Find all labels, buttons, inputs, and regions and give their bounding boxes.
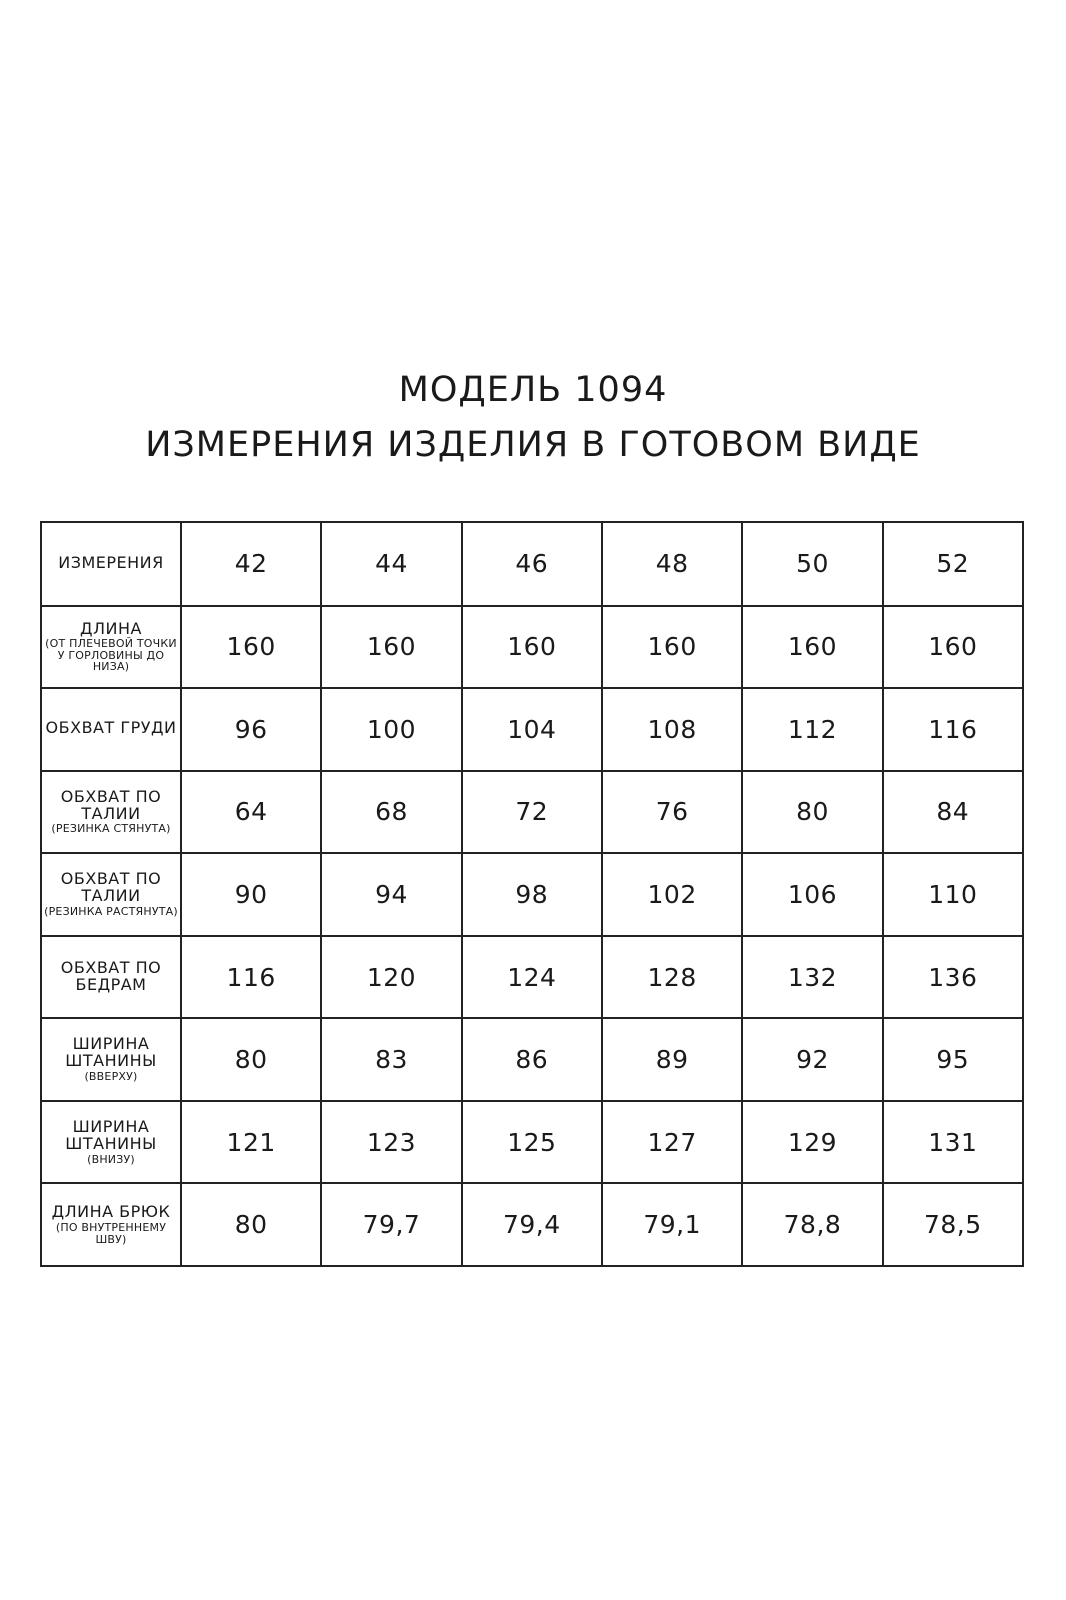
row-label: ОБХВАТ ПО БЕДРАМ	[60, 957, 162, 994]
value-cell: 112	[742, 688, 882, 771]
row-label-cell	[41, 853, 181, 936]
value-cell: 160	[883, 606, 1023, 689]
value-cell: 127	[602, 1101, 742, 1184]
value-cell: 106	[742, 853, 882, 936]
value-cell: 86	[462, 1018, 602, 1101]
value-cell: 102	[602, 853, 742, 936]
value-cell: 128	[602, 936, 742, 1019]
size-table	[40, 521, 1024, 1267]
row-note: (ПО ВНУТРЕННЕМУ ШВУ)	[55, 1221, 167, 1246]
value-cell: 80	[181, 1183, 321, 1266]
size-header-cell: 48	[602, 522, 742, 606]
table-row	[41, 1101, 1023, 1184]
value-cell: 125	[462, 1101, 602, 1184]
value-cell: 80	[181, 1018, 321, 1101]
row-label: ДЛИНА	[80, 618, 142, 638]
value-cell: 83	[321, 1018, 461, 1101]
value-cell: 160	[321, 606, 461, 689]
value-cell: 79,1	[602, 1183, 742, 1266]
row-note: (ВВЕРХУ)	[84, 1070, 138, 1084]
row-label-cell	[41, 1018, 181, 1101]
header-label-cell	[41, 522, 181, 606]
value-cell: 129	[742, 1101, 882, 1184]
value-cell: 108	[602, 688, 742, 771]
size-header-cell: 52	[883, 522, 1023, 606]
value-cell: 160	[462, 606, 602, 689]
row-label: ШИРИНА ШТАНИНЫ	[65, 1117, 157, 1153]
table-row	[41, 688, 1023, 771]
value-cell: 160	[602, 606, 742, 689]
row-label-cell	[41, 606, 181, 689]
value-cell: 78,5	[883, 1183, 1023, 1266]
row-label: ОБХВАТ ПО ТАЛИИ	[60, 786, 162, 823]
table-row	[41, 853, 1023, 936]
header-label: ИЗМЕРЕНИЯ	[58, 553, 164, 573]
value-cell: 78,8	[742, 1183, 882, 1266]
value-cell: 92	[742, 1018, 882, 1101]
size-header-cell: 44	[321, 522, 461, 606]
size-header-cell: 46	[462, 522, 602, 606]
value-cell: 68	[321, 771, 461, 854]
value-cell: 120	[321, 936, 461, 1019]
value-cell: 72	[462, 771, 602, 854]
value-cell: 84	[883, 771, 1023, 854]
value-cell: 110	[883, 853, 1023, 936]
row-note: (ОТ ПЛЕЧЕВОЙ ТОЧКИ У ГОРЛОВИНЫ ДО НИЗА)	[45, 637, 177, 674]
value-cell: 124	[462, 936, 602, 1019]
value-cell: 136	[883, 936, 1023, 1019]
value-cell: 80	[742, 771, 882, 854]
value-cell: 123	[321, 1101, 461, 1184]
value-cell: 160	[181, 606, 321, 689]
value-cell: 116	[883, 688, 1023, 771]
value-cell: 100	[321, 688, 461, 771]
value-cell: 160	[742, 606, 882, 689]
value-cell: 79,7	[321, 1183, 461, 1266]
row-label-cell	[41, 688, 181, 771]
row-label: ДЛИНА БРЮК	[51, 1202, 171, 1222]
value-cell: 90	[181, 853, 321, 936]
value-cell: 116	[181, 936, 321, 1019]
row-label-cell	[41, 936, 181, 1019]
row-label: ОБХВАТ ГРУДИ	[45, 718, 177, 738]
table-row	[41, 936, 1023, 1019]
row-note: (ВНИЗУ)	[87, 1152, 135, 1166]
row-note: (РЕЗИНКА РАСТЯНУТА)	[44, 904, 178, 918]
table-row	[41, 1183, 1023, 1266]
value-cell: 95	[883, 1018, 1023, 1101]
value-cell: 121	[181, 1101, 321, 1184]
model-title: МОДЕЛЬ 1094	[398, 370, 668, 410]
value-cell: 98	[462, 853, 602, 936]
size-header-cell: 50	[742, 522, 882, 606]
row-label-cell	[41, 771, 181, 854]
row-label: ШИРИНА ШТАНИНЫ	[65, 1034, 157, 1071]
value-cell: 132	[742, 936, 882, 1019]
row-label: ОБХВАТ ПО ТАЛИИ	[60, 869, 162, 906]
value-cell: 64	[181, 771, 321, 854]
value-cell: 79,4	[462, 1183, 602, 1266]
table-row	[41, 771, 1023, 854]
value-cell: 94	[321, 853, 461, 936]
value-cell: 89	[602, 1018, 742, 1101]
size-header-cell: 42	[181, 522, 321, 606]
value-cell: 104	[462, 688, 602, 771]
row-label-cell	[41, 1183, 181, 1266]
table-row	[41, 606, 1023, 689]
row-note: (РЕЗИНКА СТЯНУТА)	[51, 822, 171, 836]
page-subtitle: ИЗМЕРЕНИЯ ИЗДЕЛИЯ В ГОТОВОМ ВИДЕ	[145, 425, 921, 465]
value-cell: 96	[181, 688, 321, 771]
value-cell: 76	[602, 771, 742, 854]
table-header-row	[41, 522, 1023, 606]
row-label-cell	[41, 1101, 181, 1184]
value-cell: 131	[883, 1101, 1023, 1184]
table-row	[41, 1018, 1023, 1101]
